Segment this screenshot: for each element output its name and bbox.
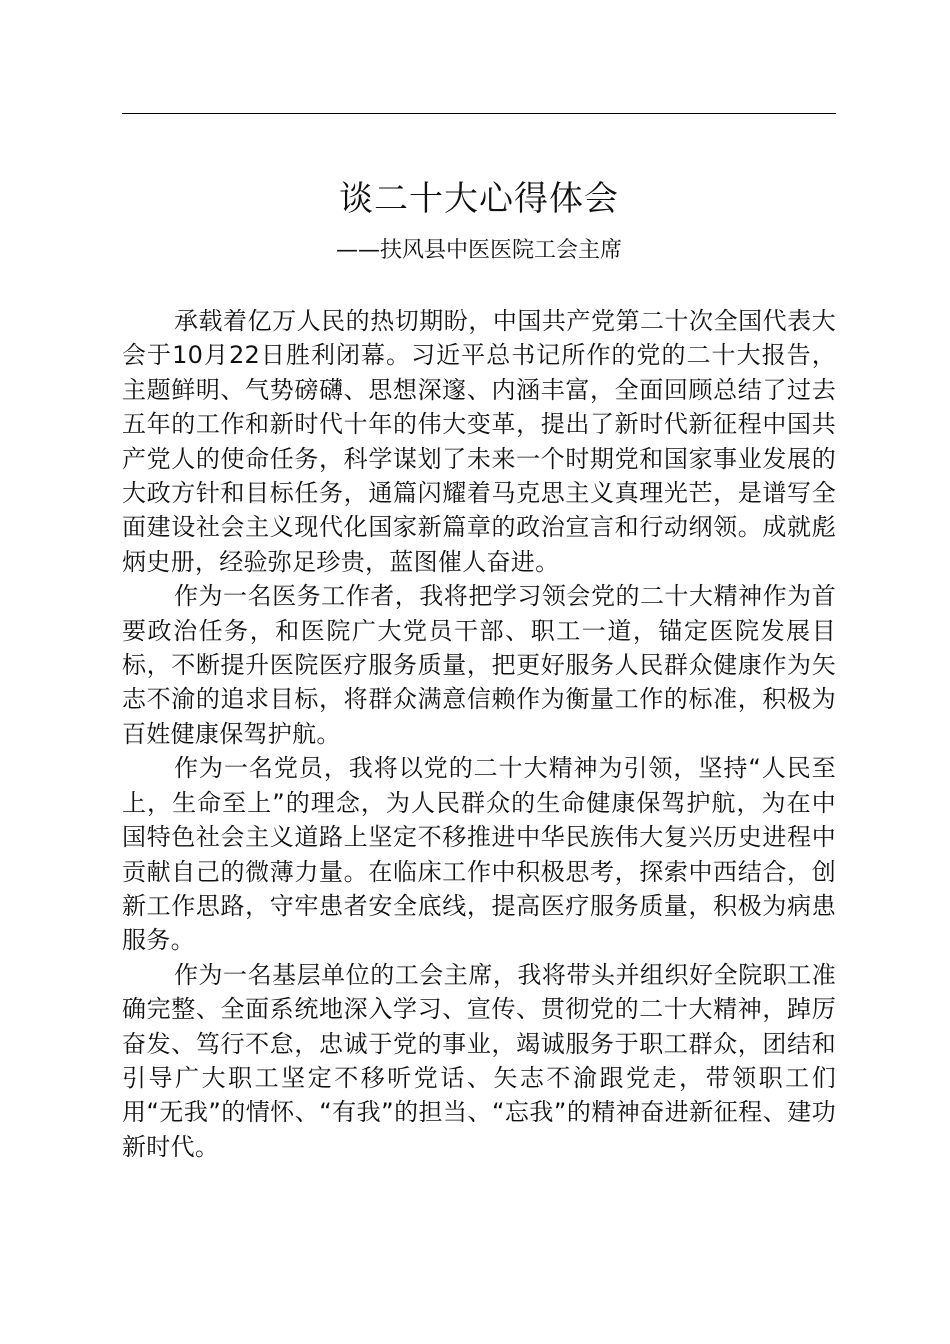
paragraph-2: 作为一名医务工作者，我将把学习领会党的二十大精神作为首要政治任务，和医院广大党员干部、职工一道，锚定医院发展目标，不断提升医院医疗服务质量，把更好服务人民群众健康作为矢志不渝的追求目标，将群众满意信赖作为衡量工作的标准，积极为百姓健康保驾护航。 bbox=[122, 582, 836, 748]
header-rule bbox=[122, 113, 836, 114]
document-subtitle: ——扶风县中医医院工会主席 bbox=[335, 238, 622, 263]
paragraph-4: 作为一名基层单位的工会主席，我将带头并组织好全院职工准确完整、全面系统地深入学习、宣传、贯彻党的二十大精神，踔厉奋发、笃行不怠，忠诚于党的事业，竭诚服务于职工群众，团结和引导广大职工坚定不移听党话、矢志不渝跟党走，带领职工们用“无我”的情怀、“有我”的担当、“忘我”的精神奋进新征程、建功新时代。 bbox=[122, 960, 836, 1161]
paragraph-1: 承载着亿万人民的热切期盼，中国共产党第二十次全国代表大会于10月22日胜利闭幕。习近平总书记所作的党的二十大报告，主题鲜明、气势磅礴、思想深邃、内涵丰富，全面回顾总结了过去五年的工作和新时代十年的伟大变革，提出了新时代新征程中国共产党人的使命任务，科学谋划了未来一个时期党和国家事业发展的大政方针和目标任务，通篇闪耀着马克思主义真理光芒，是谱写全面建设社会主义现代化国家新篇章的政治宣言和行动纲领。成就彪炳史册，经验弥足珍贵，蓝图催人奋进。 bbox=[122, 307, 836, 576]
paragraph-3: 作为一名党员，我将以党的二十大精神为引领，坚持“人民至上，生命至上”的理念，为人民群众的生命健康保驾护航，为在中国特色社会主义道路上坚定不移推进中华民族伟大复兴历史进程中贡献自己的微薄力量。在临床工作中积极思考，探索中西结合，创新工作思路，守牢患者安全底线，提高医疗服务质量，积极为病患服务。 bbox=[122, 754, 836, 955]
document-body bbox=[122, 304, 836, 1164]
document-title: 谈二十大心得体会 bbox=[339, 179, 619, 219]
